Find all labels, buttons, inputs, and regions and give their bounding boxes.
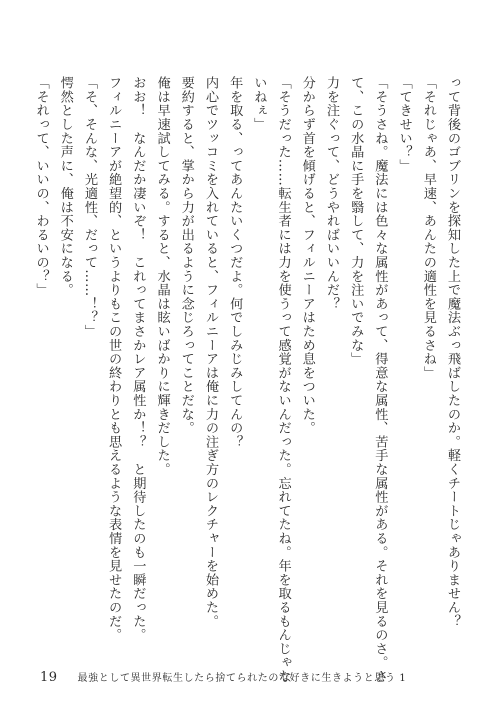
running-title: 最強として異世界転生したら捨てられたので好きに生きようと思う 1 (77, 673, 407, 684)
text-line: 内心でツッコミを入れていると、フィルニーアは俺に力の注ぎ方のレクチャーを始めた。 (202, 76, 218, 628)
text-line: 「そうだった……転生者には力を使うって感覚がないんだった。忘れてたね。年を取るもんじゃな (275, 76, 291, 684)
page-footer (40, 669, 406, 685)
text-line: 「それじゃあ、早速、あんたの適性を見るさね」 (420, 76, 436, 380)
text-line: 「そうさね。魔法には色々な属性があって、得意な属性、苦手な属性がある。それを見るのさ。さ (372, 76, 388, 684)
page-number: 19 (40, 670, 58, 685)
text-line: 俺は早速試してみる。すると、水晶は眩いばかりに輝きだした。 (154, 76, 170, 477)
text-line: 要約すると、掌から力が出るように念じろってことだな。 (178, 76, 194, 435)
text-line: って背後のゴブリンを探知した上で魔法ぶっ飛ばしたのか。軽くチートじゃありません？ (445, 76, 460, 628)
text-line: 「そ、そんな、光適性、だって……！？」 (81, 76, 97, 339)
text-line: 「てきせい？」 (396, 76, 412, 173)
text-line: 年を取る、ってあんたいくつだよ。何でしみじみしてんの？ (227, 76, 243, 449)
text-line: て、この水晶に手を翳して、力を注いでみな」 (348, 76, 364, 366)
text-line: 力を注ぐって、どうやればいいんだ？ (323, 76, 339, 311)
text-line: 「それって、いいの、わるいの？」 (33, 76, 49, 297)
text-line: フィルニーアが絶望的、というよりもこの世の終わりとも思えるような表情を見せたのだ。 (106, 76, 122, 642)
text-line: 分からず首を傾げると、フィルニーアはため息をついた。 (299, 76, 315, 435)
text-line: いねぇ」 (251, 76, 267, 132)
text-line: 愕然とした声に、俺は不安になる。 (57, 76, 73, 297)
text-line: おお！ なんだか凄いぞ！ これってまさかレア属性か！？ と期待したのも一瞬だった。 (130, 76, 146, 642)
